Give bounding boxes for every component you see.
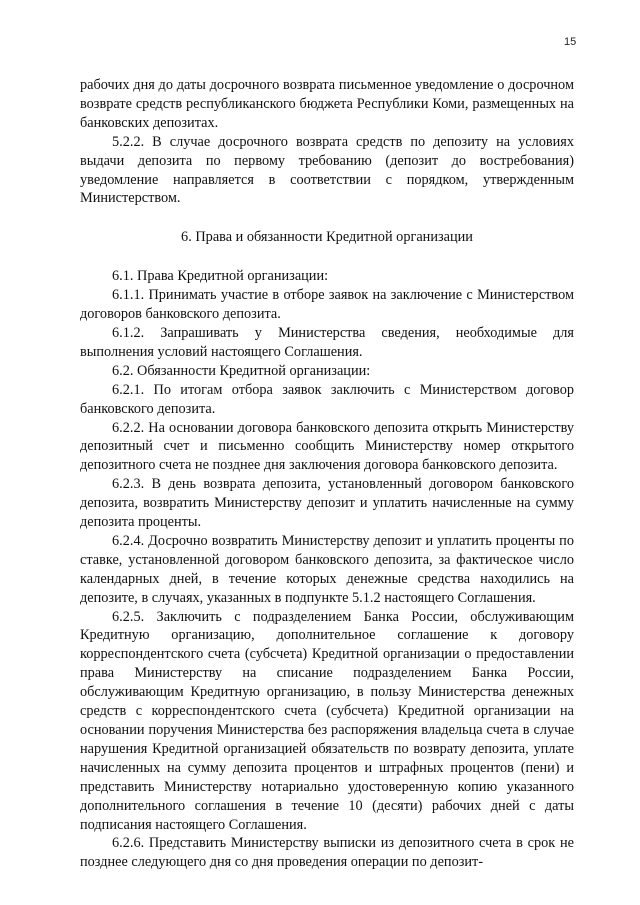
section-heading: 6. Права и обязанности Кредитной организации [181, 229, 473, 246]
paragraph-6-2: 6.2. Обязанности Кредитной организации: [112, 362, 371, 379]
paragraph-6-1: 6.1. Права Кредитной организации: [112, 268, 329, 285]
document-body [80, 76, 574, 872]
page-number: 15 [564, 36, 577, 48]
paragraph-6-1-2: 6.1.2. Запрашивать у Министерства сведения, необходимые для выполнения условий настоящего Соглашения. [80, 324, 574, 360]
paragraph-6-1-1: 6.1.1. Принимать участие в отборе заявок на заключение с Министерством договоров банковского депозита. [80, 287, 574, 323]
paragraph-6-2-1: 6.2.1. По итогам отбора заявок заключить с Министерством договор банковского депозита. [80, 381, 574, 417]
paragraph-5-2-2: 5.2.2. В случае досрочного возврата средств по депозиту на условиях выдачи депозита по первому требованию (депозит до востребования) уведомление направляется в соответствии с порядком, утвержденным Министерством. [80, 133, 574, 207]
paragraph-6-2-2: 6.2.2. На основании договора банковского депозита открыть Министерству депозитный счет и письменно сообщить Министерству номер открытого депозитного счета не позднее дня заключения договора банковского депозита. [80, 419, 574, 474]
paragraph-continuation: рабочих дня до даты досрочного возврата письменное уведомление о досрочном возврате средств республиканского бюджета Республики Коми, размещенных на банковских депозитах. [80, 77, 574, 131]
paragraph-6-2-5: 6.2.5. Заключить с подразделением Банка России, обслуживающим Кредитную организацию, дополнительное соглашение к договору корреспондентского счета (субсчета) Кредитной организации о предоставлении права Министерству на списание подразделением Банка России, обслуживающим Кредитную организацию, в пользу Министерства денежных средств с корреспондентского счета (субсчета) Кредитной организации на основании поручения Министерства без распоряжения владельца счета в случае нарушения Кредитной организацией обязательств по возврату депозита, уплате начисленных на сумму депозита процентов и штрафных процентов (пени) и представить Министерству нотариально удостоверенную копию указанного дополнительного соглашения в течение 10 (десяти) рабочих дней с даты подписания настоящего Соглашения. [80, 608, 574, 833]
paragraph-6-2-3: 6.2.3. В день возврата депозита, установленный договором банковского депозита, возвратить Министерству депозит и уплатить начисленные на сумму депозита проценты. [80, 476, 574, 531]
paragraph-6-2-4: 6.2.4. Досрочно возвратить Министерству депозит и уплатить проценты по ставке, установленной договором банковского депозита, за фактическое число календарных дней, в течение которых денежные средства находились на депозите, в случаях, указанных в подпункте 5.1.2 настоящего Соглашения. [80, 532, 574, 606]
paragraph-6-2-6: 6.2.6. Представить Министерству выписки из депозитного счета в срок не позднее следующего дня со дня проведения операции по депозит- [80, 835, 574, 871]
